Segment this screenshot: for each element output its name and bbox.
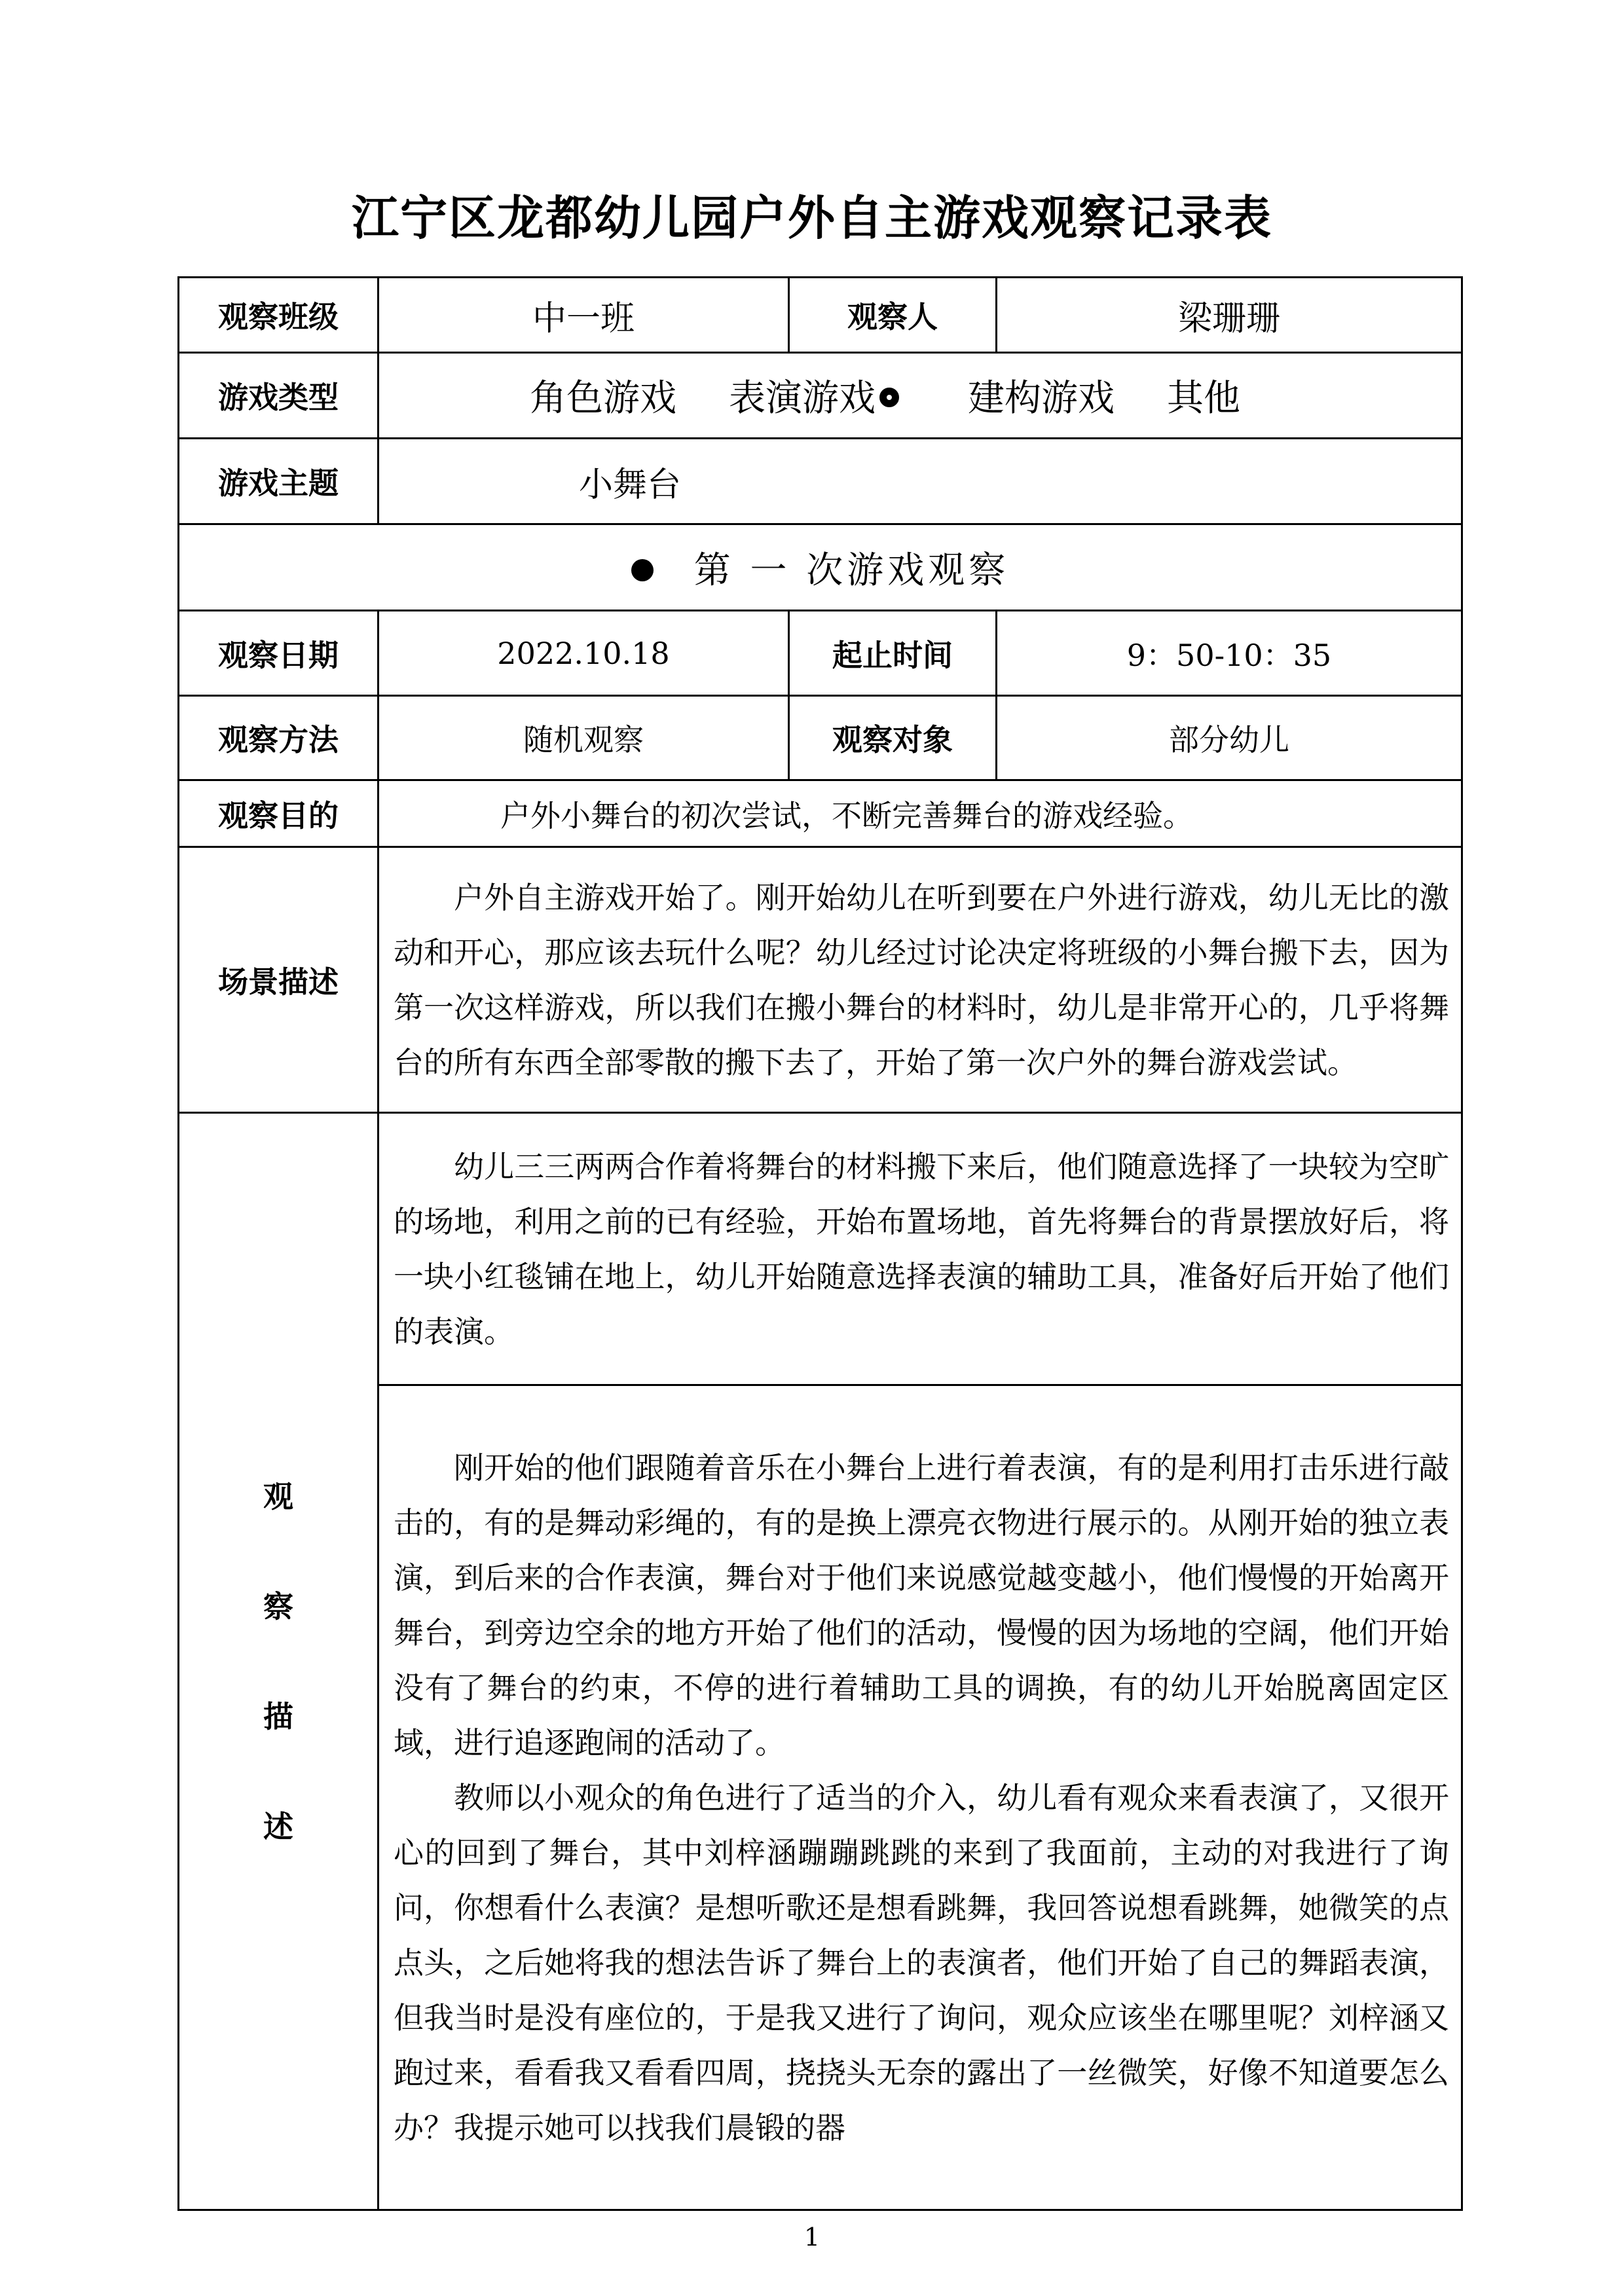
row-scene [179,847,1462,1113]
target-value: 部分幼儿 [997,696,1462,780]
bullet-icon [631,559,654,581]
target-label: 观察对象 [789,696,997,780]
selected-mark-icon [879,388,899,407]
time-label: 起止时间 [789,611,997,696]
method-value: 随机观察 [378,696,789,780]
observer-label: 观察人 [789,278,997,353]
section-header [179,524,1462,611]
game-type-other: 其他 [1167,377,1240,420]
scene-paragraph: 户外自主游戏开始了。刚开始幼儿在听到要在户外进行游戏，幼儿无比的激动和开心，那应该去玩什么呢？幼儿经过讨论决定将班级的小舞台搬下去，因为第一次这样游戏，所以我们在搬小舞台的材料时，幼儿是非常开心的，几乎将舞台的所有东西全部零散的搬下去了，开始了第一次户外的舞台游戏尝试。 [394,879,1449,1080]
game-type-label: 游戏类型 [179,353,378,439]
obs-label-char-4: 述 [263,1808,293,1844]
row-method [179,696,1462,780]
observation-block-2 [378,1385,1462,2210]
date-label: 观察日期 [179,611,378,696]
theme-label: 游戏主题 [179,439,378,524]
obs-label-char-1: 观 [263,1478,293,1514]
game-type-performance [729,369,899,422]
observation-paragraph-3: 教师以小观众的角色进行了适当的介入，幼儿看有观众来看表演了，又很开心的回到了舞台，其中刘梓涵蹦蹦跳跳的来到了我面前，主动的对我进行了询问，你想看什么表演？是想听歌还是想看跳舞，我回答说想看跳舞，她微笑的点点头，之后她将我的想法告诉了舞台上的表演者，他们开始了自己的舞蹈表演，但我当时是没有座位的，于是我又进行了询问，观众应该坐在哪里呢？刘梓涵又跑过来，看看我又看看四周，挠挠头无奈的露出了一丝微笑，好像不知道要怎么办？我提示她可以找我们晨锻的器 [394,1779,1449,2145]
scene-description [378,847,1462,1113]
class-value: 中一班 [378,278,789,353]
observation-paragraph-1: 幼儿三三两两合作着将舞台的材料搬下来后，他们随意选择了一块较为空旷的场地，利用之前的已有经验，开始布置场地，首先将舞台的背景摆放好后，将一块小红毯铺在地上，幼儿开始随意选择表演的辅助工具，准备好后开始了他们的表演。 [394,1148,1449,1349]
purpose-label: 观察目的 [179,780,378,847]
row-observation-1 [179,1113,1462,1385]
time-value: 9：50-10：35 [997,611,1462,696]
observation-paragraph-2: 刚开始的他们跟随着音乐在小舞台上进行着表演，有的是利用打击乐进行敲击的，有的是舞动彩绳的，有的是换上漂亮衣物进行展示的。从刚开始的独立表演，到后来的合作表演，舞台对于他们来说感觉越变越小，他们慢慢的开始离开舞台，到旁边空余的地方开始了他们的活动，慢慢的因为场地的空阔，他们开始没有了舞台的约束，不停的进行着辅助工具的调换，有的幼儿开始脱离固定区域，进行追逐跑闹的活动了。 [394,1449,1449,1760]
game-type-options [378,353,1462,439]
obs-label-char-2: 察 [263,1588,293,1624]
section-title: 第 一 次游戏观察 [693,549,1010,592]
row-purpose [179,780,1462,847]
game-type-performance-label: 表演游戏 [729,377,876,420]
game-type-construction: 建构游戏 [968,377,1115,420]
row-section-header [179,524,1462,611]
page-number: 1 [803,2223,821,2251]
scene-label: 场景描述 [179,847,378,1113]
row-class [179,278,1462,353]
row-game-type [179,353,1462,439]
row-date [179,611,1462,696]
observation-record-table [177,276,1463,2211]
row-theme [179,439,1462,524]
purpose-value: 户外小舞台的初次尝试，不断完善舞台的游戏经验。 [378,780,1462,847]
document-title: 江宁区龙都幼儿园户外自主游戏观察记录表 [351,191,1272,246]
game-type-role: 角色游戏 [530,377,676,420]
observation-block-1 [378,1113,1462,1385]
observer-value: 梁珊珊 [997,278,1462,353]
theme-value: 小舞台 [378,439,1462,524]
observation-description-label [179,1113,378,2210]
obs-label-char-3: 描 [263,1698,293,1734]
method-label: 观察方法 [179,696,378,780]
class-label: 观察班级 [179,278,378,353]
date-value: 2022.10.18 [378,611,789,696]
